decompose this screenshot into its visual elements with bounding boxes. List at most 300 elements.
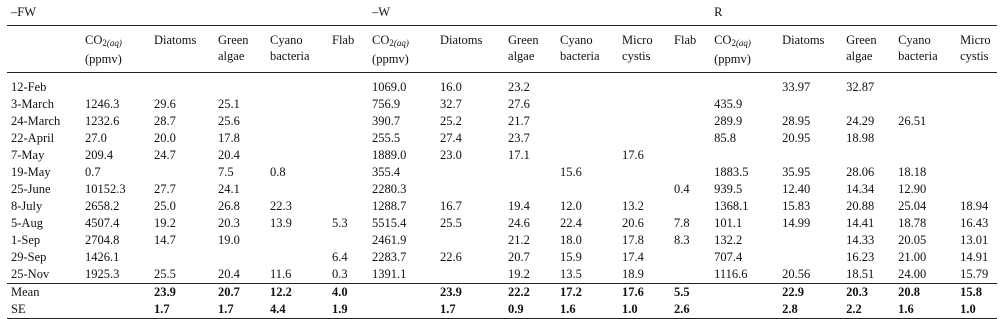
value-cell: 18.18 xyxy=(898,165,927,179)
value-cell: 22.4 xyxy=(560,216,582,230)
value-cell xyxy=(556,113,618,130)
table-row xyxy=(7,164,997,181)
group-label: –W xyxy=(368,3,710,26)
value-cell xyxy=(670,249,710,266)
summary-value: 4.0 xyxy=(328,284,368,302)
value-cell: 1368.1 xyxy=(714,199,749,213)
table-row xyxy=(7,266,997,284)
value-cell: 13.2 xyxy=(622,199,644,213)
table-row xyxy=(7,232,997,249)
value-cell xyxy=(778,96,842,113)
value-cell: 12.40 xyxy=(782,182,811,196)
value-cell: 0.4 xyxy=(674,182,690,196)
value-cell: 435.9 xyxy=(714,97,743,111)
header-line-1: Cyano xyxy=(898,33,931,47)
value-cell xyxy=(266,73,328,97)
value-cell: 1246.3 xyxy=(85,97,120,111)
value-cell: 20.3 xyxy=(218,216,240,230)
mean-row xyxy=(7,284,997,302)
co2-subscript-phase: (aq) xyxy=(106,38,122,48)
co2-symbol: CO xyxy=(85,33,103,47)
value-cell: 25.6 xyxy=(218,114,240,128)
value-cell xyxy=(670,130,710,147)
value-cell: 25.1 xyxy=(218,97,240,111)
table-row xyxy=(7,198,997,215)
value-cell: 1391.1 xyxy=(372,267,407,281)
column-header-row xyxy=(7,26,997,73)
summary-value: 1.0 xyxy=(956,301,997,319)
value-cell: 132.2 xyxy=(714,233,743,247)
value-cell: 101.1 xyxy=(714,216,743,230)
value-cell: 29.6 xyxy=(154,97,176,111)
summary-value xyxy=(368,284,436,302)
value-cell: 1883.5 xyxy=(714,165,749,179)
summary-value: 1.7 xyxy=(214,301,266,319)
summary-value: 1.9 xyxy=(328,301,368,319)
phytoplankton-co2-table xyxy=(7,3,997,319)
value-cell: 0.8 xyxy=(270,165,286,179)
value-cell: 28.7 xyxy=(154,114,176,128)
value-cell: 13.5 xyxy=(560,267,582,281)
value-cell: 17.1 xyxy=(508,148,530,162)
value-cell: 14.33 xyxy=(846,233,875,247)
co2-subscript xyxy=(389,38,409,48)
value-cell: 21.2 xyxy=(508,233,530,247)
value-cell xyxy=(150,249,214,266)
column-header xyxy=(956,26,997,73)
date-cell: 5-Aug xyxy=(11,216,43,230)
header-line-1: Cyano xyxy=(270,33,303,47)
value-cell: 17.8 xyxy=(622,233,644,247)
value-cell xyxy=(618,181,670,198)
value-cell: 1288.7 xyxy=(372,199,407,213)
group-header-row xyxy=(7,3,997,26)
value-cell xyxy=(328,113,368,130)
header-line-1: Green xyxy=(218,33,249,47)
value-cell: 1069.0 xyxy=(372,80,407,94)
summary-value: 23.9 xyxy=(150,284,214,302)
summary-value: 20.8 xyxy=(894,284,956,302)
value-cell: 1426.1 xyxy=(85,250,120,264)
column-header xyxy=(150,26,214,73)
table-row xyxy=(7,181,997,198)
value-cell xyxy=(670,113,710,130)
value-cell: 1925.3 xyxy=(85,267,120,281)
value-cell xyxy=(894,96,956,113)
group-label: –FW xyxy=(7,3,368,26)
value-cell: 1232.6 xyxy=(85,114,120,128)
value-cell: 25.04 xyxy=(898,199,927,213)
value-cell xyxy=(956,96,997,113)
value-cell: 28.95 xyxy=(782,114,811,128)
value-cell: 20.56 xyxy=(782,267,811,281)
header-line-1: Green xyxy=(846,33,877,47)
value-cell: 27.7 xyxy=(154,182,176,196)
value-cell: 24.6 xyxy=(508,216,530,230)
co2-subscript-phase: (aq) xyxy=(735,38,751,48)
value-cell: 209.4 xyxy=(85,148,114,162)
value-cell xyxy=(214,249,266,266)
co2-subscript-number: 2 xyxy=(389,38,394,48)
header-line-1: Micro xyxy=(960,33,991,47)
summary-value: 2.2 xyxy=(842,301,894,319)
value-cell: 27.4 xyxy=(440,131,462,145)
value-cell xyxy=(266,232,328,249)
value-cell xyxy=(778,232,842,249)
table-row xyxy=(7,130,997,147)
value-cell: 18.94 xyxy=(960,199,989,213)
column-header xyxy=(670,26,710,73)
value-cell: 20.4 xyxy=(218,148,240,162)
value-cell xyxy=(778,249,842,266)
value-cell xyxy=(81,73,150,97)
summary-value: 1.7 xyxy=(436,301,504,319)
summary-value: 20.7 xyxy=(214,284,266,302)
value-cell: 1889.0 xyxy=(372,148,407,162)
summary-value: 23.9 xyxy=(436,284,504,302)
value-cell xyxy=(956,113,997,130)
column-header xyxy=(556,26,618,73)
column-header xyxy=(894,26,956,73)
value-cell: 22.3 xyxy=(270,199,292,213)
value-cell xyxy=(710,73,778,97)
value-cell xyxy=(328,147,368,164)
value-cell: 13.01 xyxy=(960,233,989,247)
value-cell xyxy=(670,164,710,181)
header-line-2: cystis xyxy=(622,49,651,63)
summary-value: 17.2 xyxy=(556,284,618,302)
value-cell: 24.29 xyxy=(846,114,875,128)
date-column-header xyxy=(7,26,81,73)
value-cell xyxy=(504,164,556,181)
value-cell xyxy=(956,181,997,198)
value-cell: 5.3 xyxy=(332,216,348,230)
value-cell: 10152.3 xyxy=(85,182,126,196)
value-cell: 0.3 xyxy=(332,267,348,281)
summary-value xyxy=(368,301,436,319)
co2-column-header xyxy=(368,26,436,73)
value-cell xyxy=(894,147,956,164)
value-cell: 15.79 xyxy=(960,267,989,281)
value-cell: 28.06 xyxy=(846,165,875,179)
value-cell: 756.9 xyxy=(372,97,401,111)
summary-value: 1.7 xyxy=(150,301,214,319)
value-cell xyxy=(956,73,997,97)
value-cell: 0.7 xyxy=(85,165,101,179)
header-line-2: algae xyxy=(508,49,535,63)
value-cell: 14.41 xyxy=(846,216,875,230)
value-cell: 14.7 xyxy=(154,233,176,247)
date-cell: 7-May xyxy=(11,148,45,162)
value-cell: 14.34 xyxy=(846,182,875,196)
value-cell xyxy=(214,73,266,97)
value-cell: 20.88 xyxy=(846,199,875,213)
value-cell: 11.6 xyxy=(270,267,292,281)
value-cell: 21.00 xyxy=(898,250,927,264)
value-cell: 18.0 xyxy=(560,233,582,247)
summary-value: 20.3 xyxy=(842,284,894,302)
table-row xyxy=(7,96,997,113)
value-cell xyxy=(436,181,504,198)
value-cell xyxy=(710,147,778,164)
value-cell: 18.9 xyxy=(622,267,644,281)
value-cell xyxy=(266,113,328,130)
value-cell xyxy=(328,198,368,215)
header-line-2: bacteria xyxy=(270,49,310,63)
header-line-1: Cyano xyxy=(560,33,593,47)
value-cell: 14.99 xyxy=(782,216,811,230)
date-cell: 3-March xyxy=(11,97,55,111)
value-cell: 17.8 xyxy=(218,131,240,145)
value-cell: 939.5 xyxy=(714,182,743,196)
value-cell xyxy=(618,130,670,147)
value-cell xyxy=(328,96,368,113)
value-cell: 16.23 xyxy=(846,250,875,264)
value-cell xyxy=(266,181,328,198)
value-cell: 2280.3 xyxy=(372,182,407,196)
summary-value: 0.9 xyxy=(504,301,556,319)
value-cell xyxy=(894,73,956,97)
co2-subscript-phase: (aq) xyxy=(393,38,409,48)
header-line-1: Flab xyxy=(674,33,697,47)
value-cell xyxy=(956,164,997,181)
column-header xyxy=(504,26,556,73)
value-cell xyxy=(670,96,710,113)
summary-value: 2.6 xyxy=(670,301,710,319)
column-header xyxy=(436,26,504,73)
summary-value: 4.4 xyxy=(266,301,328,319)
value-cell xyxy=(436,164,504,181)
value-cell xyxy=(328,181,368,198)
value-cell xyxy=(556,181,618,198)
value-cell xyxy=(556,130,618,147)
value-cell: 7.8 xyxy=(674,216,690,230)
summary-value xyxy=(81,284,150,302)
header-line-2: cystis xyxy=(960,49,989,63)
value-cell xyxy=(504,181,556,198)
value-cell: 8.3 xyxy=(674,233,690,247)
value-cell: 355.4 xyxy=(372,165,401,179)
column-header xyxy=(842,26,894,73)
value-cell xyxy=(618,164,670,181)
header-line-2: algae xyxy=(218,49,245,63)
value-cell: 1116.6 xyxy=(714,267,748,281)
value-cell: 20.95 xyxy=(782,131,811,145)
header-line-2: bacteria xyxy=(560,49,600,63)
summary-value xyxy=(710,301,778,319)
summary-label: SE xyxy=(7,301,81,319)
value-cell: 23.0 xyxy=(440,148,462,162)
value-cell: 23.2 xyxy=(508,80,530,94)
value-cell xyxy=(266,147,328,164)
value-cell: 20.05 xyxy=(898,233,927,247)
summary-value: 22.2 xyxy=(504,284,556,302)
value-cell: 390.7 xyxy=(372,114,401,128)
co2-column-header xyxy=(81,26,150,73)
value-cell: 16.0 xyxy=(440,80,462,94)
value-cell: 20.4 xyxy=(218,267,240,281)
value-cell xyxy=(670,198,710,215)
value-cell: 24.00 xyxy=(898,267,927,281)
value-cell: 2658.2 xyxy=(85,199,120,213)
summary-value xyxy=(81,301,150,319)
co2-subscript xyxy=(102,38,122,48)
value-cell: 255.5 xyxy=(372,131,401,145)
value-cell: 18.51 xyxy=(846,267,875,281)
date-cell: 25-June xyxy=(11,182,51,196)
summary-value: 2.8 xyxy=(778,301,842,319)
header-line-1: Green xyxy=(508,33,539,47)
value-cell: 19.2 xyxy=(154,216,176,230)
table-row xyxy=(7,73,997,97)
value-cell xyxy=(328,164,368,181)
summary-value: 17.6 xyxy=(618,284,670,302)
value-cell: 12.0 xyxy=(560,199,582,213)
value-cell: 25.0 xyxy=(154,199,176,213)
value-cell xyxy=(670,266,710,284)
value-cell: 20.0 xyxy=(154,131,176,145)
value-cell: 13.9 xyxy=(270,216,292,230)
date-cell: 25-Nov xyxy=(11,267,50,281)
value-cell: 19.0 xyxy=(218,233,240,247)
co2-unit: (ppmv) xyxy=(85,52,122,66)
value-cell: 5515.4 xyxy=(372,216,407,230)
value-cell: 19.4 xyxy=(508,199,530,213)
co2-symbol: CO xyxy=(372,33,390,47)
co2-unit: (ppmv) xyxy=(372,52,409,66)
table-row xyxy=(7,147,997,164)
value-cell: 24.1 xyxy=(218,182,240,196)
value-cell xyxy=(436,232,504,249)
value-cell: 35.95 xyxy=(782,165,811,179)
value-cell: 19.2 xyxy=(508,267,530,281)
column-header xyxy=(266,26,328,73)
date-cell: 8-July xyxy=(11,199,43,213)
co2-subscript-number: 2 xyxy=(102,38,107,48)
value-cell: 85.8 xyxy=(714,131,736,145)
column-header xyxy=(214,26,266,73)
header-line-2: algae xyxy=(846,49,873,63)
table-row xyxy=(7,215,997,232)
value-cell: 7.5 xyxy=(218,165,234,179)
value-cell xyxy=(150,164,214,181)
value-cell: 18.78 xyxy=(898,216,927,230)
value-cell: 27.6 xyxy=(508,97,530,111)
header-line-1: Flab xyxy=(332,33,355,47)
table-row xyxy=(7,113,997,130)
co2-subscript xyxy=(731,38,751,48)
header-line-1: Micro xyxy=(622,33,653,47)
summary-value: 22.9 xyxy=(778,284,842,302)
value-cell xyxy=(956,147,997,164)
value-cell: 14.91 xyxy=(960,250,989,264)
header-line-1: Diatoms xyxy=(154,33,197,47)
co2-symbol: CO xyxy=(714,33,732,47)
value-cell: 25.5 xyxy=(440,216,462,230)
value-cell xyxy=(266,249,328,266)
value-cell: 4507.4 xyxy=(85,216,120,230)
se-row xyxy=(7,301,997,319)
summary-value xyxy=(710,284,778,302)
value-cell: 26.51 xyxy=(898,114,927,128)
value-cell: 707.4 xyxy=(714,250,743,264)
group-label: R xyxy=(710,3,997,26)
co2-column-header xyxy=(710,26,778,73)
value-cell: 2283.7 xyxy=(372,250,407,264)
value-cell: 23.7 xyxy=(508,131,530,145)
value-cell xyxy=(894,130,956,147)
value-cell xyxy=(266,130,328,147)
summary-value: 12.2 xyxy=(266,284,328,302)
value-cell: 24.7 xyxy=(154,148,176,162)
value-cell: 25.2 xyxy=(440,114,462,128)
value-cell: 6.4 xyxy=(332,250,348,264)
summary-label: Mean xyxy=(7,284,81,302)
date-cell: 1-Sep xyxy=(11,233,41,247)
value-cell: 289.9 xyxy=(714,114,743,128)
value-cell xyxy=(556,73,618,97)
value-cell xyxy=(670,147,710,164)
value-cell xyxy=(556,96,618,113)
value-cell xyxy=(618,96,670,113)
value-cell xyxy=(556,147,618,164)
value-cell xyxy=(436,266,504,284)
value-cell: 2704.8 xyxy=(85,233,120,247)
value-cell xyxy=(842,147,894,164)
value-cell: 22.6 xyxy=(440,250,462,264)
date-cell: 12-Feb xyxy=(11,80,47,94)
value-cell: 25.5 xyxy=(154,267,176,281)
value-cell: 27.0 xyxy=(85,131,107,145)
summary-value: 5.5 xyxy=(670,284,710,302)
date-cell: 19-May xyxy=(11,165,51,179)
value-cell: 17.4 xyxy=(622,250,644,264)
value-cell xyxy=(266,96,328,113)
header-line-1: Diatoms xyxy=(440,33,483,47)
column-header xyxy=(778,26,842,73)
value-cell: 18.98 xyxy=(846,131,875,145)
value-cell: 15.9 xyxy=(560,250,582,264)
header-line-2: bacteria xyxy=(898,49,938,63)
value-cell: 32.87 xyxy=(846,80,875,94)
value-cell: 16.43 xyxy=(960,216,989,230)
value-cell xyxy=(328,130,368,147)
date-cell: 24-March xyxy=(11,114,61,128)
value-cell: 26.8 xyxy=(218,199,240,213)
value-cell: 15.6 xyxy=(560,165,582,179)
value-cell: 16.7 xyxy=(440,199,462,213)
value-cell: 21.7 xyxy=(508,114,530,128)
co2-subscript-number: 2 xyxy=(731,38,736,48)
summary-value: 15.8 xyxy=(956,284,997,302)
value-cell: 20.7 xyxy=(508,250,530,264)
value-cell xyxy=(618,113,670,130)
value-cell: 20.6 xyxy=(622,216,644,230)
co2-unit: (ppmv) xyxy=(714,52,751,66)
value-cell xyxy=(956,130,997,147)
value-cell xyxy=(670,73,710,97)
value-cell xyxy=(150,73,214,97)
value-cell: 32.7 xyxy=(440,97,462,111)
summary-value: 1.0 xyxy=(618,301,670,319)
value-cell xyxy=(328,73,368,97)
value-cell: 33.97 xyxy=(782,80,811,94)
summary-value: 1.6 xyxy=(894,301,956,319)
value-cell xyxy=(618,73,670,97)
table-row xyxy=(7,249,997,266)
date-cell: 22-April xyxy=(11,131,55,145)
value-cell: 17.6 xyxy=(622,148,644,162)
